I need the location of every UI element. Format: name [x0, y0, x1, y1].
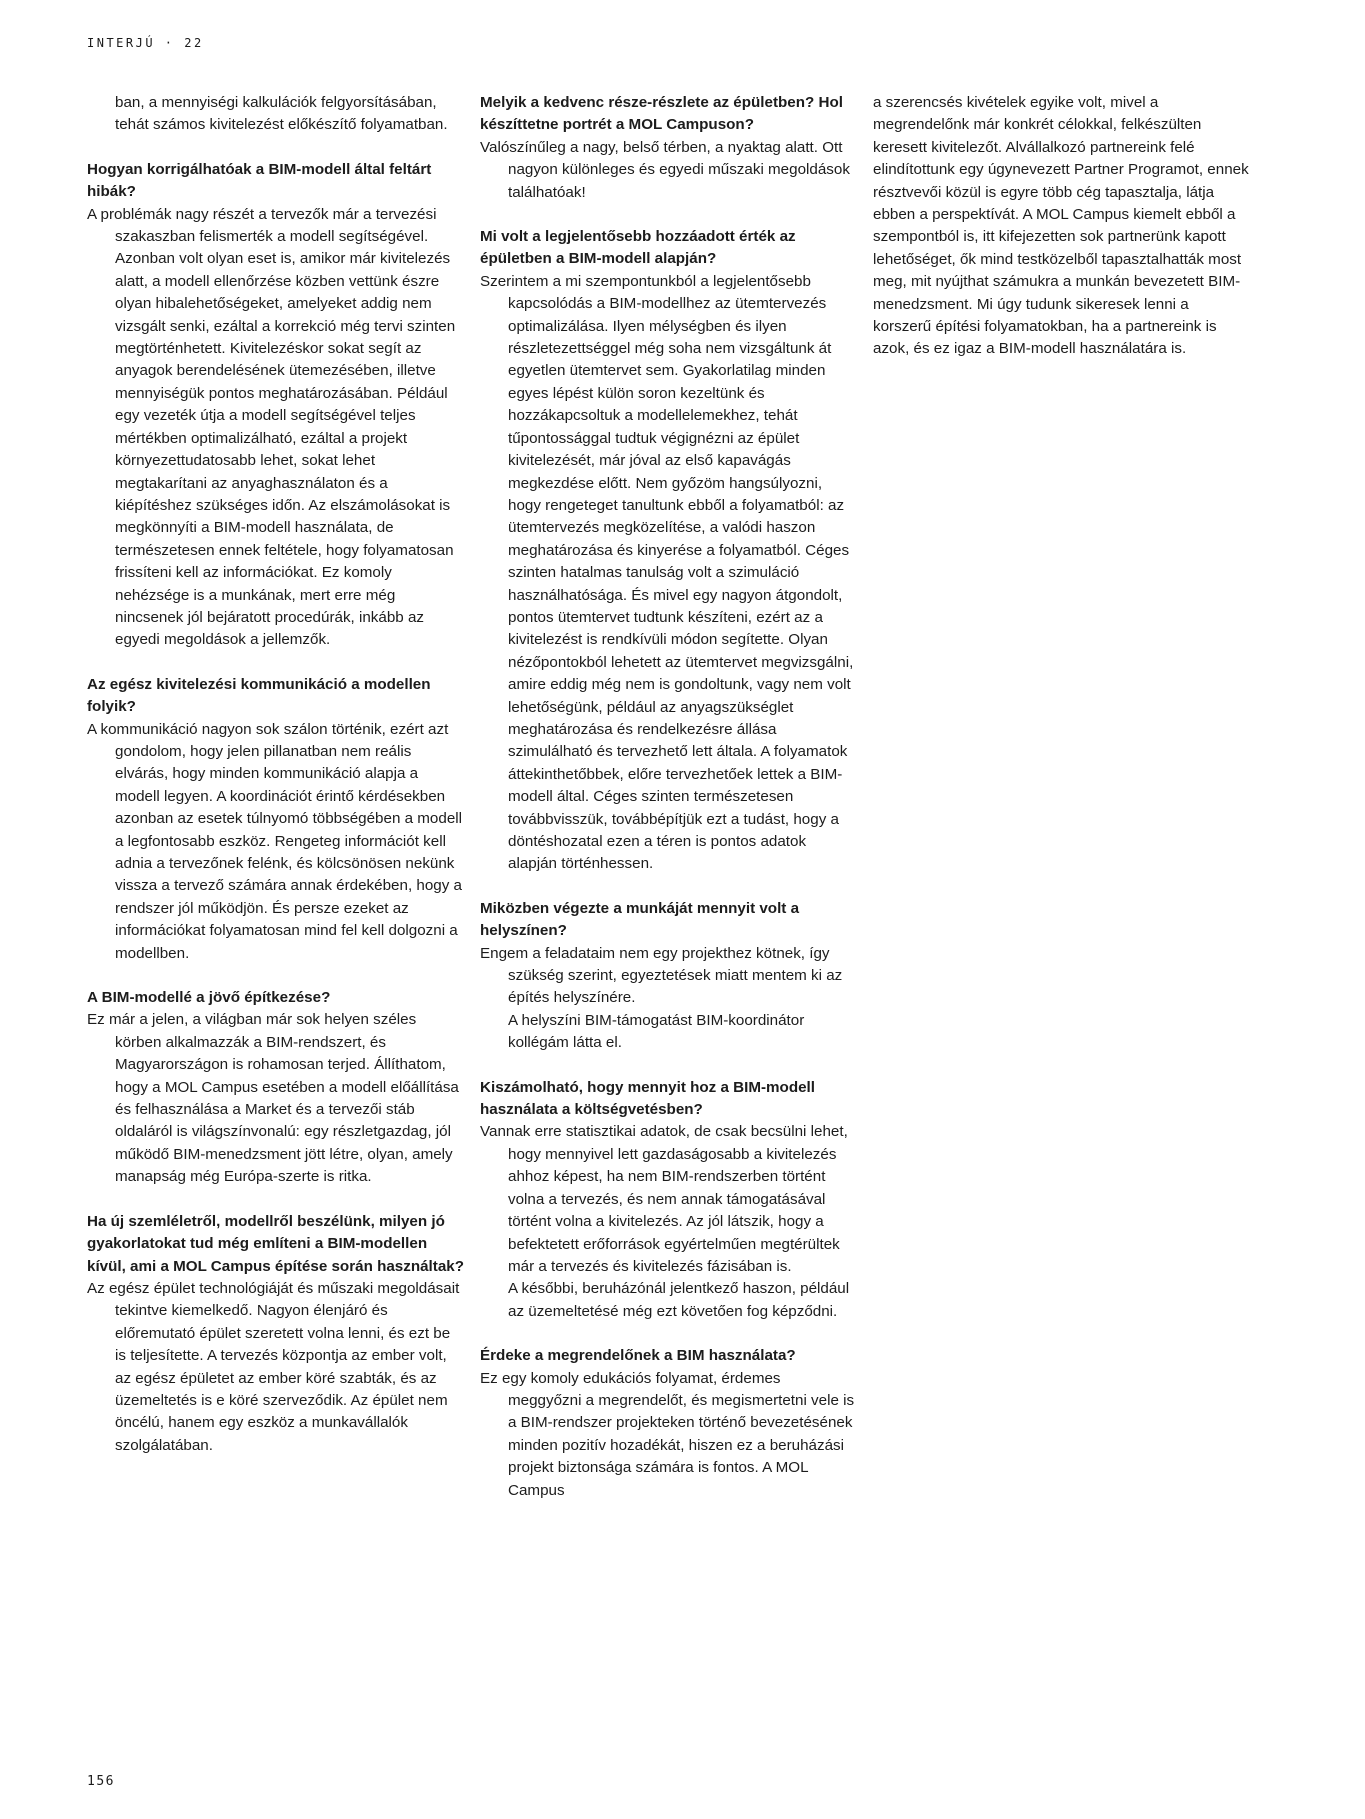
answer-8: Vannak erre statisztikai adatok, de csak becsülni lehet, hogy mennyivel lett gazdaságosabb a kivitelezés ahhoz képest, ha nem BIM-rendszerben történt volna a tervezés, és nem annak támogatásával történt volna a kivitelezés. Az jól látszik, hogy a befektetett erőforrások egyértelműen megtérültek már a tervezés és kivitelezés fázisában is. [480, 1123, 848, 1275]
question-6: Mi volt a legjelentősebb hozzáadott érték az épületben a BIM-modell alapján? [480, 228, 796, 268]
column-3 [873, 92, 1251, 361]
answer-3: Ez már a jelen, a világban már sok helyen széles körben alkalmazzák a BIM-rendszert, és Magyarországon is rohamosan terjed. Állíthatom, hogy a MOL Campus esetében a modell előállítása és felhasználása a Market és a tervezői stáb oldaláról is világszínvonalú: egy részletgazdag, jól működő BIM-menedzsment jött létre, olyan, amely manapság még Európa-szerte is ritka. [87, 1011, 459, 1186]
question-8: Kiszámolható, hogy mennyit hoz a BIM-modell használata a költségvetésben? [480, 1078, 815, 1119]
answer-4: Az egész épület technológiáját és műszaki megoldásait tekintve kiemelkedő. Nagyon élenjáró és előremutató épület szeretett volna lenni, és ezt be is teljesítette. A tervezés központja az ember volt, az egész épületet az ember köré szabták, és az üzemeltetés is e köré szerveződik. Az épület nem öncélú, hanem egy eszköz a munkavállalók szolgálatában. [87, 1279, 460, 1454]
answer-7-continued: A helyszíni BIM-támogatást BIM-koordinátor kollégám látta el. [508, 1011, 805, 1052]
question-3: A BIM-modellé a jövő építkezése? [87, 989, 331, 1007]
question-2: Az egész kivitelezési kommunikáció a modellen folyik? [87, 675, 431, 716]
question-1: Hogyan korrigálhatóak a BIM-modell által feltárt hibák? [87, 160, 432, 201]
page-number: 156 [87, 1774, 115, 1789]
column-2 [480, 92, 858, 1502]
answer-2: A kommunikáció nagyon sok szálon történik, ezért azt gondolom, hogy jelen pillanatban nem reális elvárás, hogy minden kommunikáció alapja a modell legyen. A koordinációt érintő kérdésekben azonban az esetek túlnyomó többségében a modell a legfontosabb eszköz. Rengeteg információt kell adnia a tervezőnek felénk, és kölcsönösen nekünk vissza a tervező számára annak érdekében, hogy a rendszer jól működjön. És persze ezeket az információkat folyamatosan mind fel kell dolgozni a modellben. [87, 720, 463, 962]
answer-9-continued: a szerencsés kivételek egyike volt, mivel a megrendelőnk már konkrét célokkal, felkészülten keresett kivitelezőt. Alvállalkozó partnereink felé elindítottunk egy úgynevezett Partner Programot, ennek résztvevői közül is egyre több cég tapasztalja, látja ebben a perspektívát. A MOL Campus kiemelt ebből a szempontból is, itt kifejezetten sok partnerünk kapott lehetőséget, ők mind testközelből tapasztalhatták most meg, mit nyújthat számukra a munkán bevezetett BIM-menedzsment. Mi úgy tudunk sikeresek lenni a korszerű építési folyamatokban, ha a partnereink is azok, és ez igaz a BIM-modell használatára is. [873, 94, 1249, 358]
answer-1: A problémák nagy részét a tervezők már a tervezési szakaszban felismerték a modell segítségével. Azonban volt olyan eset is, amikor már kivitelezés alatt, a modell ellenőrzése közben vettünk észre olyan hibalehetőségeket, amelyeket addig nem vizsgált senki, ezáltal a korrekció még tervi szinten megtörténhetett. Kivitelezéskor sokat segít az anyagok berendelésének ütemezésében, illetve mennyiségük pontos meghatározásában. Például egy vezeték útja a modell segítségével teljes mértékben optimalizálható, ezáltal a projekt környezettudatosabb lehet, sokat lehet megtakarítani az anyaghasználaton és a kiépítéshez szükséges időn. Az elszámolásokat is megkönnyíti a BIM-modell használata, de természetesen ennek feltétele, hogy folyamatosan frissíteni kell az információkat. Ez komoly nehézsége is a munkának, mert erre még nincsenek jól bejáratott procedúrák, inkább az egyedi megoldások a jellemzők. [87, 205, 456, 649]
column-1 [87, 92, 465, 1457]
question-7: Miközben végezte a munkáját mennyit volt a helyszínen? [480, 899, 800, 940]
answer-6: Szerintem a mi szempontunkból a legjelentősebb kapcsolódás a BIM-modellhez az ütemtervezés optimalizálása. Ilyen mélységben és ilyen részletezettséggel még soha nem vizsgáltunk át egyetlen ütemtervet sem. Gyakorlatilag minden egyes lépést külön soron kezeltünk és hozzákapcsoltuk a modellelemekhez, tehát tűpontossággal tudtuk végignézni az épület kivitelezését, már jóval az első kapavágás megkezdése előtt. Nem győzöm hangsúlyozni, hogy rengeteget tanultunk ebből a folyamatból: az ütemtervezés megközelítése, a valódi haszon meghatározása és kinyerése a folyamatból. Céges szinten hatalmas tanulság volt a szimuláció használhatósága. És mivel egy nagyon átgondolt, pontos ütemtervet tudtunk készíteni, ezért az a kivitelezést is rendkívüli módon segítette. Olyan nézőpontokból lehetett az ütemtervet megvizsgálni, amire eddig még nem is gondoltunk, vagy nem volt lehetőségünk, például az anyagszükséglet meghatározása és rendelkezésre állása szimulálható és tervezhető lett általa. A folyamatok áttekinthetőbbek, előre tervezhetőek lettek a BIM-modell által. Céges szinten természetesen továbbvisszük, továbbépítjük ezt a tudást, hogy a döntéshozatal ezen a téren is pontos adatok alapján történhessen. [480, 272, 854, 873]
answer-5: Valószínűleg a nagy, belső térben, a nyaktag alatt. Ott nagyon különleges és egyedi műszaki megoldások találhatóak! [480, 138, 850, 201]
answer-7: Engem a feladataim nem egy projekthez kötnek, így szükség szerint, egyeztetések miatt mentem ki az építés helyszínére. [480, 944, 843, 1007]
question-4: Ha új szemléletről, modellről beszélünk, milyen jó gyakorlatokat tud még említeni a BIM-modellen kívül, ami a MOL Campus építése során használtak? [87, 1212, 465, 1275]
question-5: Melyik a kedvenc része-részlete az épületben? Hol készíttetne portrét a MOL Campuson? [480, 94, 843, 134]
answer-9: Ez egy komoly edukációs folyamat, érdemes meggyőzni a megrendelőt, és megismertetni vele is a BIM-rendszer projekteken történő bevezetésének minden pozitív hozadékát, hiszen ez a beruházási projekt biztonsága számára is fontos. A MOL Campus [480, 1369, 855, 1499]
intro-paragraph: ban, a mennyiségi kalkulációk felgyorsításában, tehát számos kivitelezést előkészítő folyamatban. [115, 94, 448, 134]
question-9: Érdeke a megrendelőnek a BIM használata? [480, 1347, 796, 1365]
answer-8-continued: A későbbi, beruházónál jelentkező haszon, például az üzemeltetésé még ezt követően fog képződni. [508, 1280, 850, 1320]
section-header: INTERJÚ · 22 [87, 36, 204, 50]
